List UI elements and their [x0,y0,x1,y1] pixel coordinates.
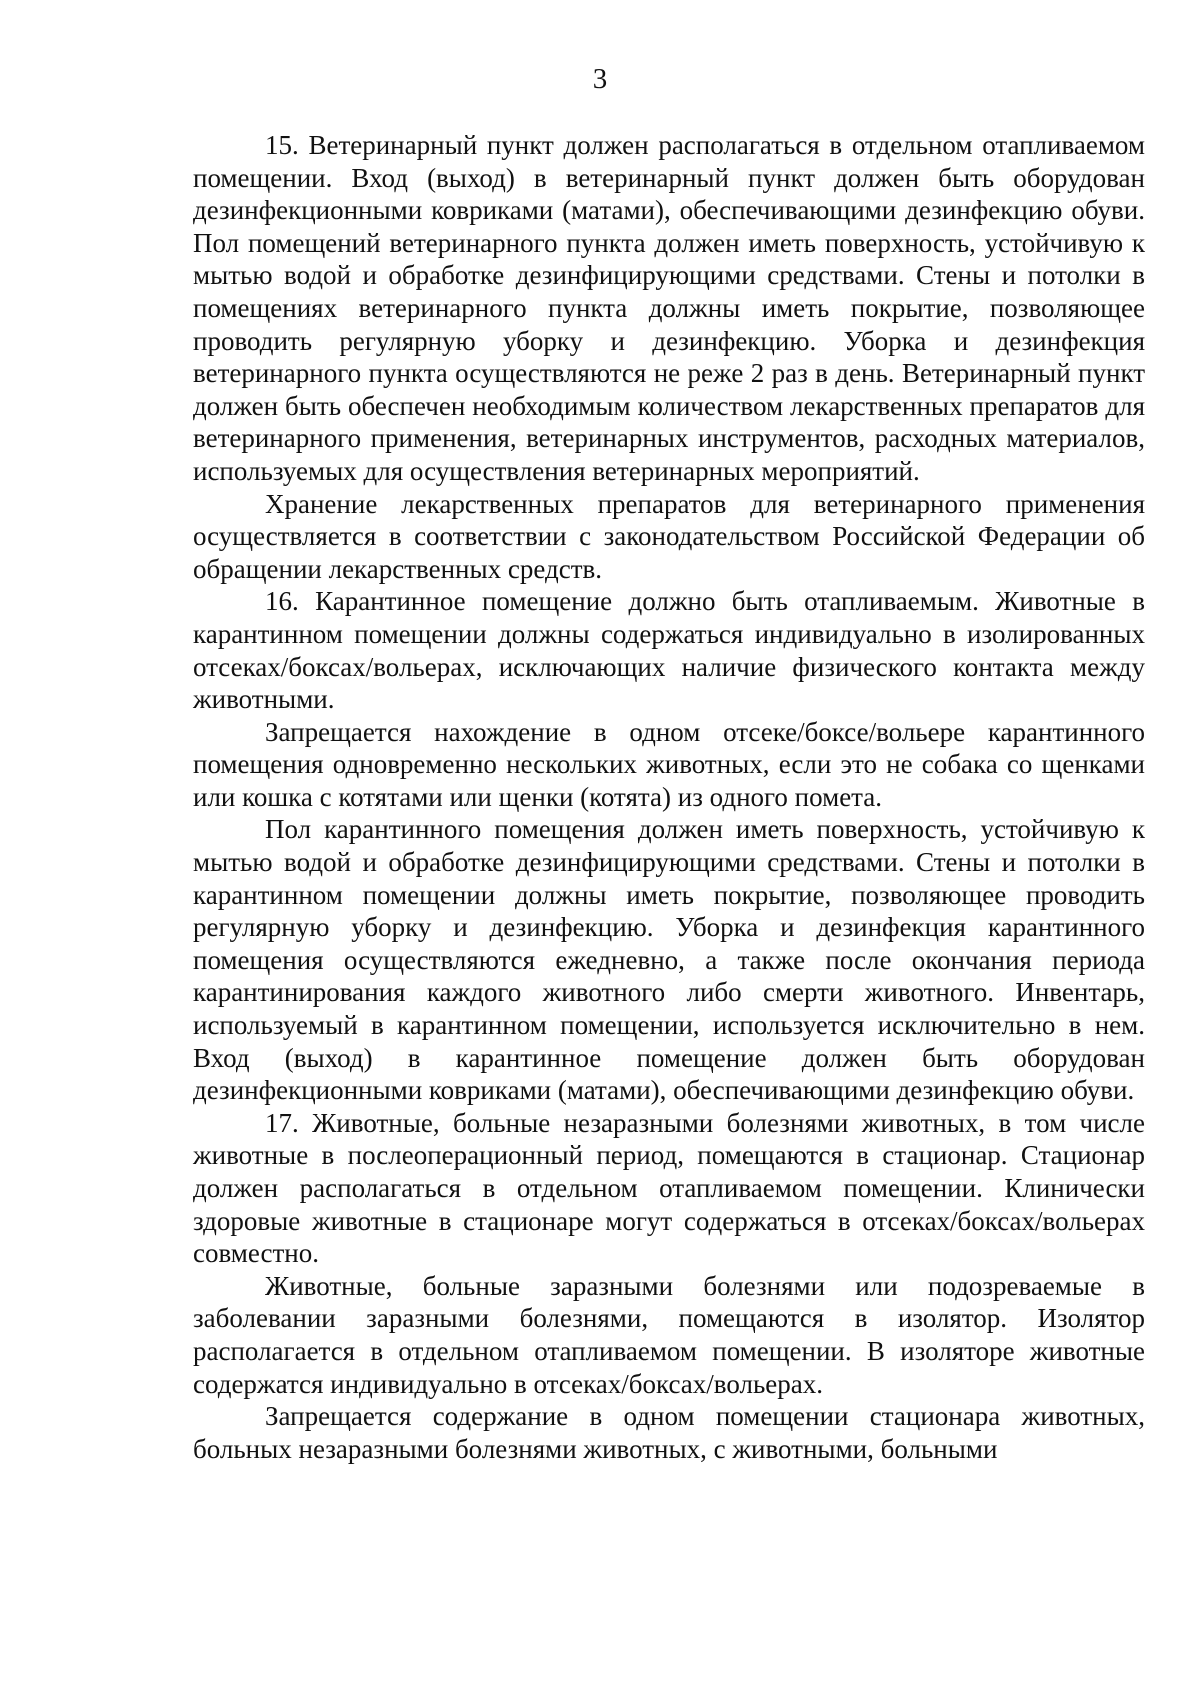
paragraph-isolator: Животные, больные заразными болезнями или подозреваемые в заболевании заразными болезнями, помещаются в изолятор. Изолятор располагается в отдельном отапливаемом помещении. В изоляторе животные содержатся индивидуально в отсеках/боксах/вольерах. [193,1270,1145,1399]
paragraph-hospital-restriction: Запрещается содержание в одном помещении стационара животных, больных незаразными болезнями животных, с животными, больными [193,1401,1145,1464]
paragraph-item-17: 17. Животные, больные незаразными болезнями животных, в том числе животные в послеоперационный период, помещаются в стационар. Стационар должен располагаться в отдельном отапливаемом помещении. Клинически здоровые животные в стационаре могут содержаться в отсеках/боксах/вольерах совместно. [193,1107,1145,1269]
paragraph-medicine-storage: Хранение лекарственных препаратов для ветеринарного применения осуществляется в соответствии с законодательством Российской Федерации об обращении лекарственных средств. [193,488,1145,584]
paragraph-item-16: 16. Карантинное помещение должно быть отапливаемым. Животные в карантинном помещении должны содержаться индивидуально в изолированных отсеках/боксах/вольерах, исключающих наличие физического контакта между животными. [193,586,1145,715]
paragraph-quarantine-restriction: Запрещается нахождение в одном отсеке/боксе/вольере карантинного помещения одновременно нескольких животных, если это не собака со щенками или кошка с котятами или щенки (котята) из одного помета. [193,716,1145,812]
paragraph-quarantine-floor: Пол карантинного помещения должен иметь поверхность, устойчивую к мытью водой и обработке дезинфицирующими средствами. Стены и потолки в карантинном помещении должны иметь покрытие, позволяющее проводить регулярную уборку и дезинфекцию. Уборка и дезинфекция карантинного помещения осуществляются ежедневно, а также после окончания периода карантинирования каждого животного либо смерти животного. Инвентарь, используемый в карантинном помещении, используется исключительно в нем. Вход (выход) в карантинное помещение должен быть оборудован дезинфекционными ковриками (матами), обеспечивающими дезинфекцию обуви. [193,814,1145,1106]
paragraph-item-15: 15. Ветеринарный пункт должен располагаться в отдельном отапливаемом помещении. Вход (выход) в ветеринарный пункт должен быть оборудован дезинфекционными ковриками (матами), обеспечивающими дезинфекцию обуви. Пол помещений ветеринарного пункта должен иметь поверхность, устойчивую к мытью водой и обработке дезинфицирующими средствами. Стены и потолки в помещениях ветеринарного пункта должны иметь покрытие, позволяющее проводить регулярную уборку и дезинфекцию. Уборка и дезинфекция ветеринарного пункта осуществляются не реже 2 раз в день. Ветеринарный пункт должен быть обеспечен необходимым количеством лекарственных препаратов для ветеринарного применения, ветеринарных инструментов, расходных материалов, используемых для осуществления ветеринарных мероприятий. [193,130,1145,486]
document-body [193,129,1145,1465]
page-number: 3 [592,63,608,95]
